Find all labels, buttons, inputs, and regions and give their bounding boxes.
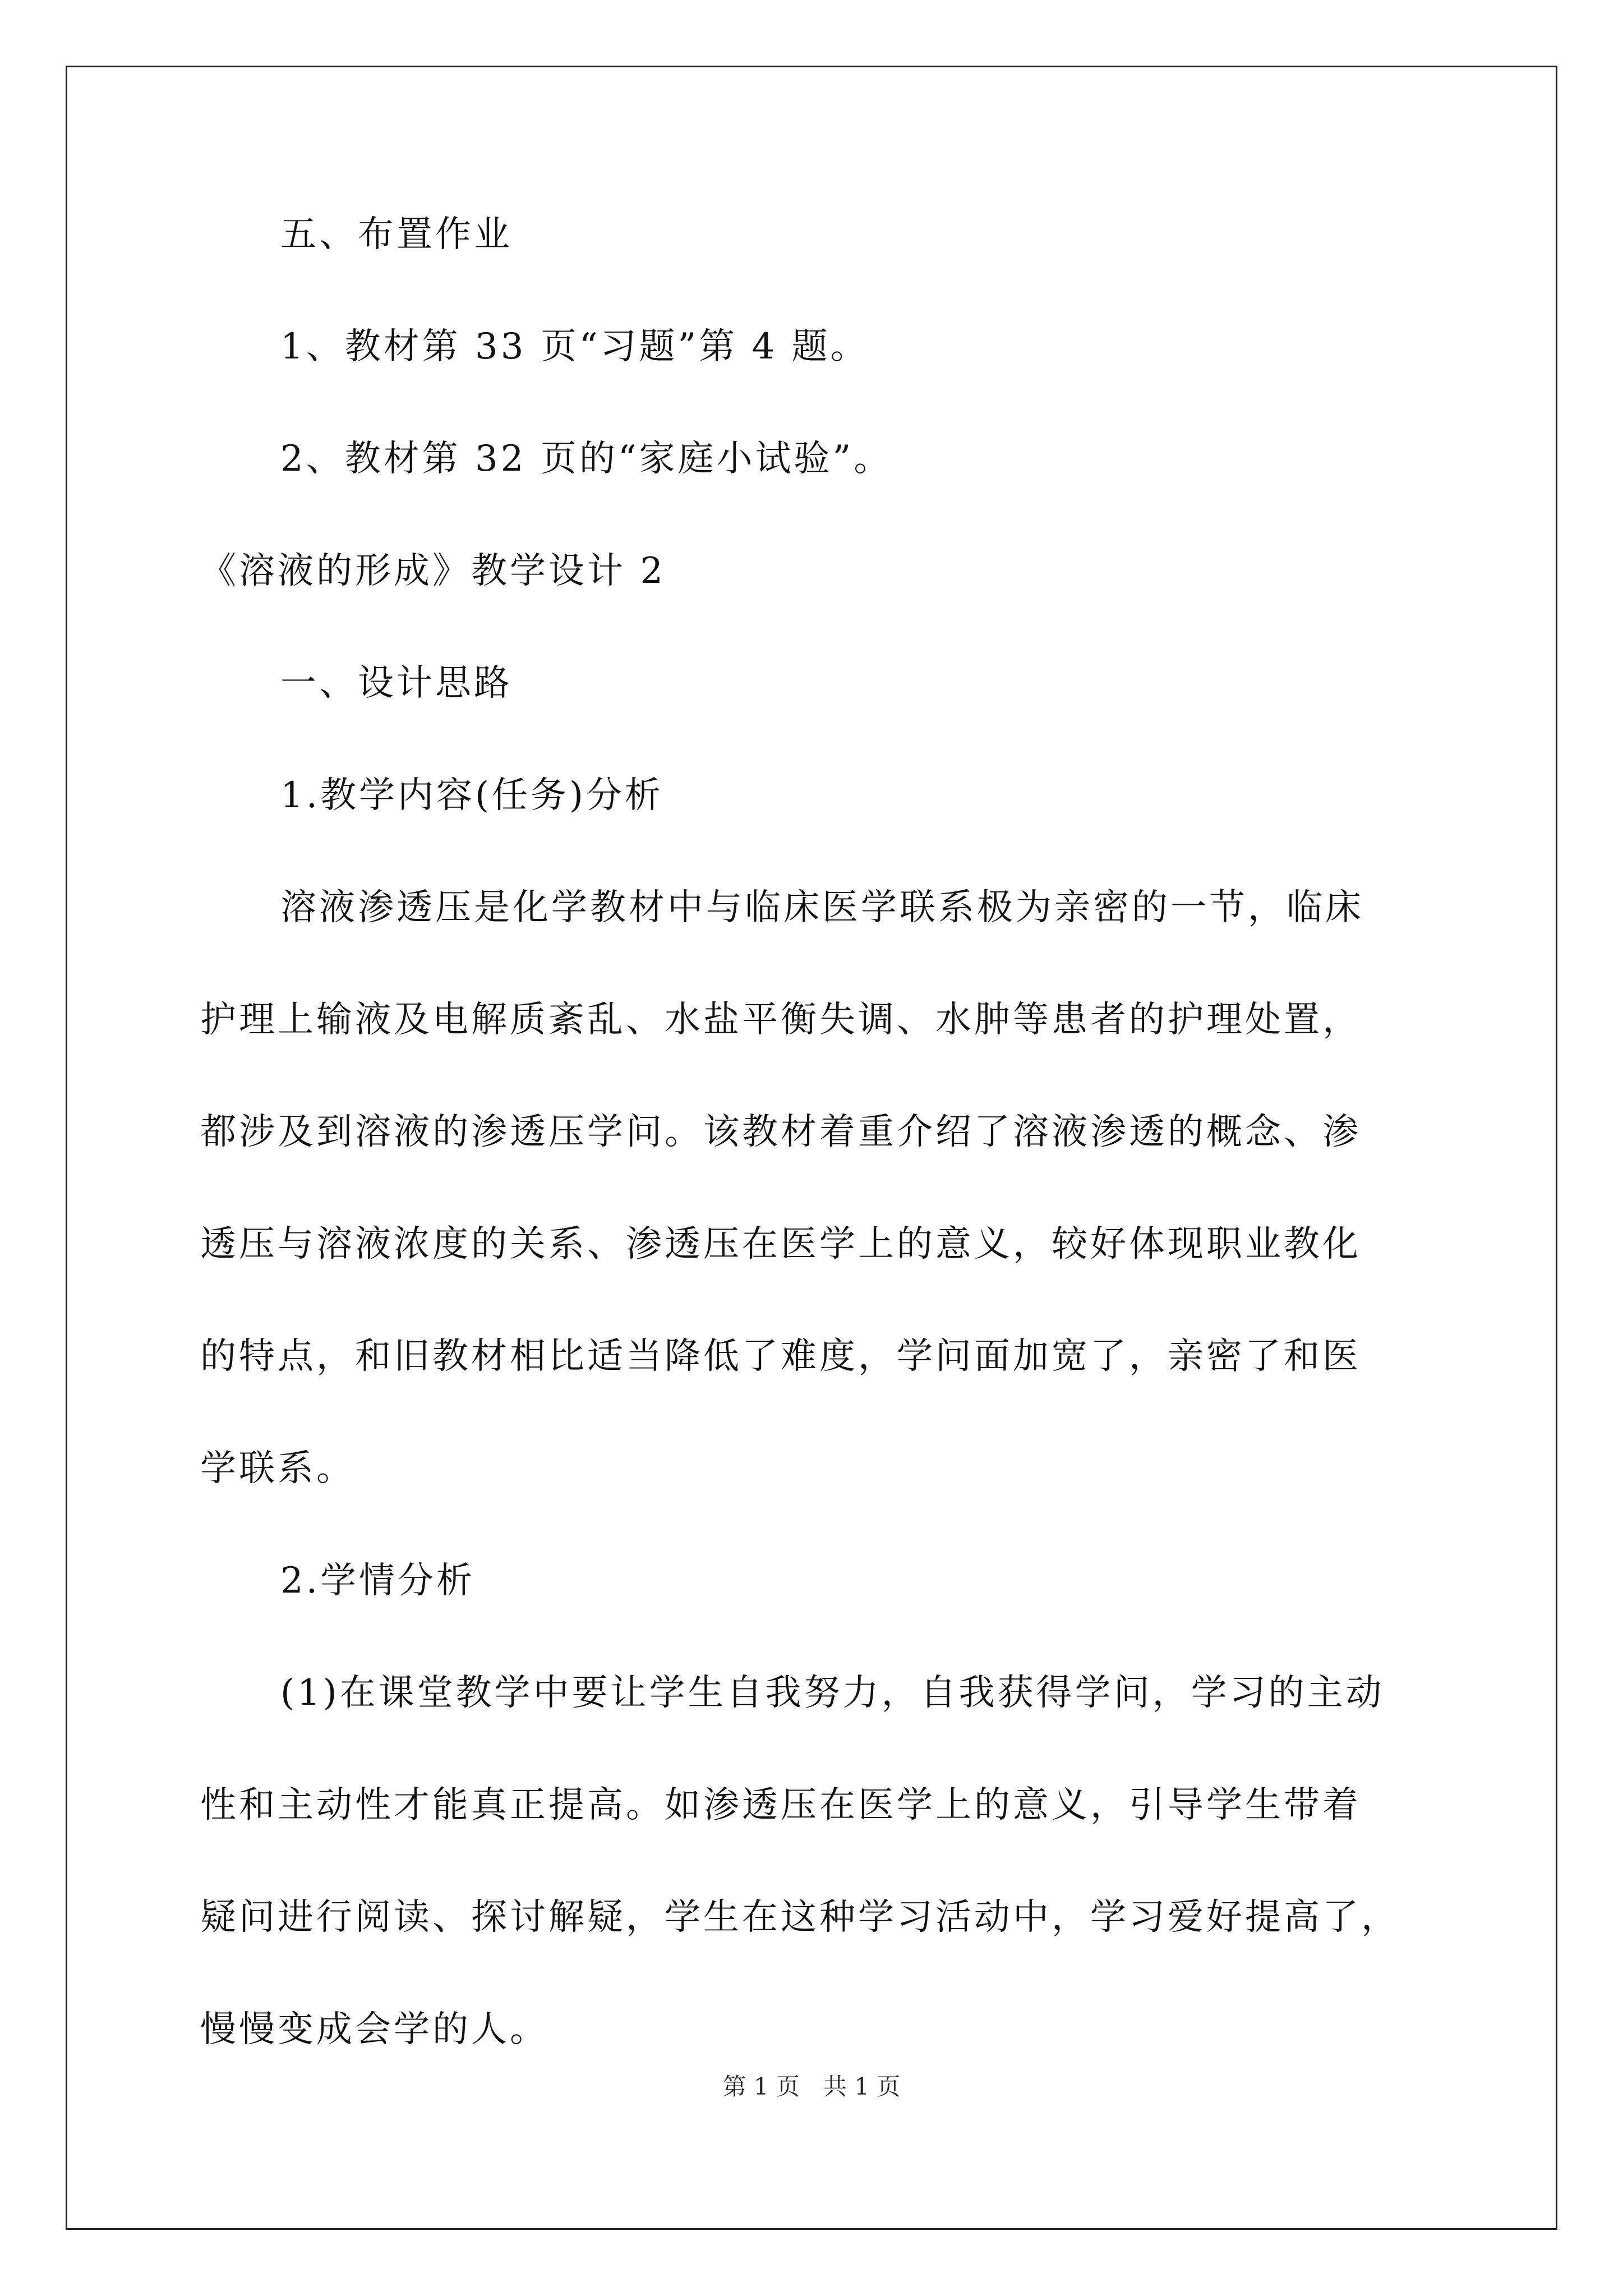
section-heading-assignment: 五、布置作业 [280, 214, 513, 255]
subheading-student-analysis: 2.学情分析 [280, 1560, 476, 1602]
paragraph-line: 都涉及到溶液的渗透压学问。该教材着重介绍了溶液渗透的概念、渗 [200, 1111, 1361, 1153]
paragraph-line: 性和主动性才能真正提高。如渗透压在医学上的意义，引导学生带着 [200, 1784, 1361, 1826]
paragraph-line: 的特点，和旧教材相比适当降低了难度，学问面加宽了，亲密了和医 [200, 1336, 1361, 1377]
assignment-item-2: 2、教材第 32 页的“家庭小试验”。 [280, 438, 893, 480]
subheading-content-analysis: 1.教学内容(任务)分析 [280, 775, 663, 816]
paragraph-line: 慢慢变成会学的人。 [200, 2009, 548, 2050]
paragraph-line: (1)在课堂教学中要让学生自我努力，自我获得学问，学习的主动 [280, 1672, 1385, 1714]
paragraph-line: 透压与溶液浓度的关系、渗透压在医学上的意义，较好体现职业教化 [200, 1223, 1361, 1265]
page-footer: 第 1 页 共 1 页 [722, 2073, 901, 2100]
paragraph-line: 溶液渗透压是化学教材中与临床医学联系极为亲密的一节，临床 [280, 887, 1364, 928]
paragraph-line: 学联系。 [200, 1448, 355, 1489]
paragraph-line: 护理上输液及电解质紊乱、水盐平衡失调、水肿等患者的护理处置， [200, 999, 1361, 1041]
assignment-item-1: 1、教材第 33 页“习题”第 4 题。 [280, 326, 869, 367]
section-heading-design: 一、设计思路 [280, 662, 513, 704]
paragraph-line: 疑问进行阅读、探讨解疑，学生在这种学习活动中，学习爱好提高了， [200, 1897, 1400, 1938]
document-subtitle: 《溶液的形成》教学设计 2 [200, 550, 666, 592]
